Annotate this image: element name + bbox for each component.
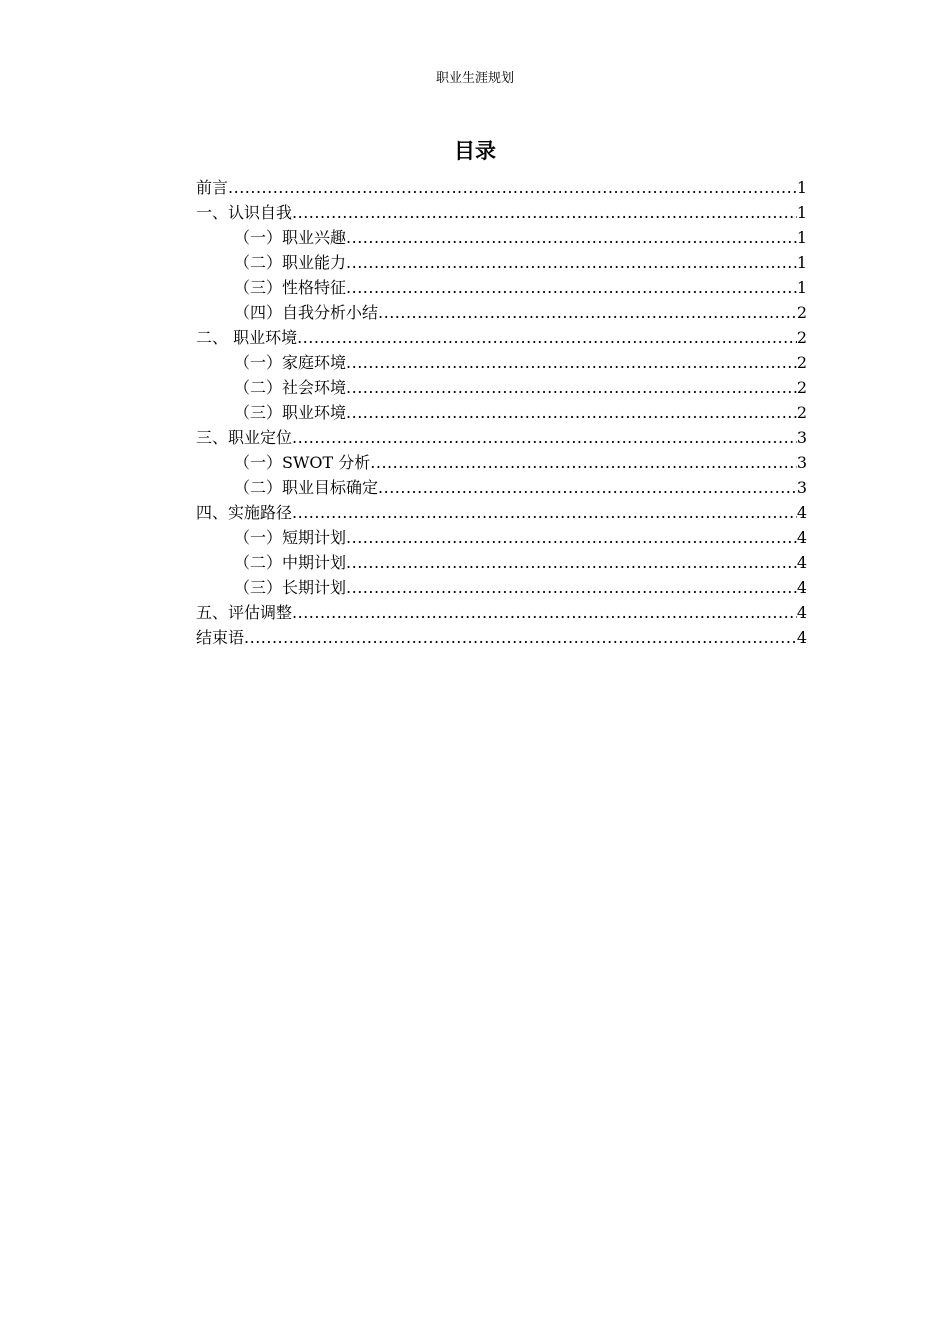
toc-entry-label: （二）职业能力 bbox=[234, 253, 347, 272]
toc-entry-label: （四）自我分析小结 bbox=[234, 303, 379, 322]
toc-entry-label: （二）中期计划 bbox=[234, 553, 347, 572]
toc-entry[interactable] bbox=[196, 525, 807, 550]
toc-dot-leader bbox=[292, 600, 797, 625]
toc-entry-label: （三）职业环境 bbox=[234, 403, 347, 422]
toc-entry-page-number: 1 bbox=[796, 178, 807, 197]
toc-entry-page-number: 2 bbox=[796, 353, 807, 372]
toc-entry[interactable] bbox=[196, 350, 807, 375]
toc-dot-leader bbox=[292, 200, 797, 225]
toc-entry-page-number: 4 bbox=[796, 528, 807, 547]
toc-entry-page-number: 3 bbox=[796, 428, 807, 447]
toc-entry[interactable] bbox=[196, 575, 807, 600]
page-header: 职业生涯规划 bbox=[435, 71, 514, 86]
toc-entry-label: （三）长期计划 bbox=[234, 578, 347, 597]
toc-entry[interactable] bbox=[196, 300, 807, 325]
toc-entry-label: （一）职业兴趣 bbox=[234, 228, 347, 247]
toc-dot-leader bbox=[346, 225, 797, 250]
toc-title: 目录 bbox=[454, 139, 496, 163]
toc-entry[interactable] bbox=[196, 200, 807, 225]
toc-entry-label: （一）短期计划 bbox=[234, 528, 347, 547]
toc-dot-leader bbox=[346, 525, 797, 550]
toc-entry[interactable] bbox=[196, 475, 807, 500]
toc-entry-label: 二、 职业环境 bbox=[196, 328, 298, 347]
toc-entry[interactable] bbox=[196, 625, 807, 650]
toc-entry[interactable] bbox=[196, 250, 807, 275]
toc-dot-leader bbox=[346, 550, 797, 575]
toc-entry-page-number: 4 bbox=[796, 503, 807, 522]
toc-dot-leader bbox=[378, 300, 797, 325]
toc-entry[interactable] bbox=[196, 425, 807, 450]
toc-dot-leader bbox=[292, 425, 797, 450]
toc-entry-label: （一）SWOT 分析 bbox=[234, 453, 371, 472]
toc-dot-leader bbox=[370, 450, 797, 475]
toc-entry-page-number: 2 bbox=[796, 328, 807, 347]
toc-entry[interactable] bbox=[196, 600, 807, 625]
toc-entry[interactable] bbox=[196, 325, 807, 350]
table-of-contents bbox=[196, 175, 807, 650]
toc-entry-page-number: 1 bbox=[796, 203, 807, 222]
toc-entry-label: 四、实施路径 bbox=[196, 503, 293, 522]
toc-dot-leader bbox=[346, 375, 797, 400]
toc-entry-label: （二）职业目标确定 bbox=[234, 478, 379, 497]
toc-dot-leader bbox=[346, 275, 797, 300]
toc-entry[interactable] bbox=[196, 450, 807, 475]
toc-dot-leader bbox=[346, 575, 797, 600]
toc-entry[interactable] bbox=[196, 225, 807, 250]
toc-entry-label: 结束语 bbox=[196, 628, 245, 647]
toc-entry-label: 三、职业定位 bbox=[196, 428, 293, 447]
toc-entry-label: （三）性格特征 bbox=[234, 278, 347, 297]
toc-entry-label: （一）家庭环境 bbox=[234, 353, 347, 372]
toc-dot-leader bbox=[228, 175, 797, 200]
toc-entry[interactable] bbox=[196, 500, 807, 525]
toc-entry-page-number: 2 bbox=[796, 378, 807, 397]
toc-entry-page-number: 1 bbox=[796, 278, 807, 297]
toc-entry-page-number: 2 bbox=[796, 303, 807, 322]
toc-entry-page-number: 1 bbox=[796, 253, 807, 272]
toc-dot-leader bbox=[297, 325, 797, 350]
toc-dot-leader bbox=[244, 625, 797, 650]
toc-dot-leader bbox=[378, 475, 797, 500]
toc-dot-leader bbox=[346, 250, 797, 275]
toc-entry-page-number: 2 bbox=[796, 403, 807, 422]
toc-entry[interactable] bbox=[196, 400, 807, 425]
toc-dot-leader bbox=[292, 500, 797, 525]
toc-entry-label: 一、认识自我 bbox=[196, 203, 293, 222]
toc-entry[interactable] bbox=[196, 275, 807, 300]
toc-entry[interactable] bbox=[196, 550, 807, 575]
toc-entry-label: 五、评估调整 bbox=[196, 603, 293, 622]
toc-entry-page-number: 3 bbox=[796, 453, 807, 472]
toc-dot-leader bbox=[346, 400, 797, 425]
toc-entry-page-number: 4 bbox=[796, 578, 807, 597]
toc-entry[interactable] bbox=[196, 175, 807, 200]
toc-entry-page-number: 3 bbox=[796, 478, 807, 497]
toc-entry-page-number: 4 bbox=[796, 553, 807, 572]
toc-entry-page-number: 1 bbox=[796, 228, 807, 247]
toc-entry-page-number: 4 bbox=[796, 628, 807, 647]
toc-entry-page-number: 4 bbox=[796, 603, 807, 622]
toc-entry-label: （二）社会环境 bbox=[234, 378, 347, 397]
toc-dot-leader bbox=[346, 350, 797, 375]
toc-entry[interactable] bbox=[196, 375, 807, 400]
toc-entry-label: 前言 bbox=[196, 178, 229, 197]
